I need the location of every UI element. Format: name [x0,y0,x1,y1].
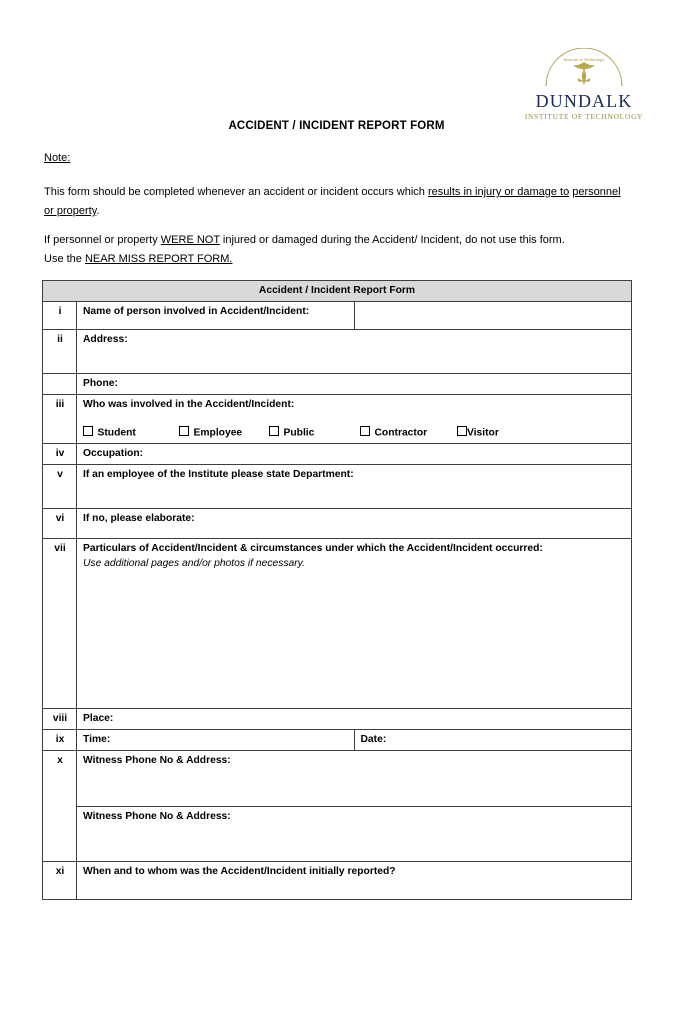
intro-text-2c: Use the [44,253,85,265]
row-number-v: v [43,465,77,509]
note-label: Note: [44,152,71,164]
table-row [43,509,632,539]
row-label-witness-2[interactable]: Witness Phone No & Address: [77,807,632,862]
intro-text-2b: injured or damaged during the Accident/ Incident, do not use this form. [219,234,565,246]
row-number-iv: iv [43,444,77,465]
table-row [43,751,632,807]
table-row [43,330,632,374]
checkbox-icon[interactable] [179,426,189,436]
table-row [43,807,632,862]
row-value-name-of-person[interactable] [354,302,632,330]
involved-party-checkbox-group [83,426,626,440]
row-label-phone[interactable]: Phone: [77,374,632,395]
row-number-ii: ii [43,330,77,374]
dundalk-institute-logo [520,48,648,120]
intro-underline-2b: NEAR MISS REPORT FORM. [84,253,233,265]
row-label-elaborate[interactable]: If no, please elaborate: [77,509,632,539]
row-label-name-of-person: Name of person involved in Accident/Incident: [77,302,355,330]
intro-text-1-end: . [96,205,100,217]
row-label-who-was-involved: Who was involved in the Accident/Incident: [83,399,295,410]
checkbox-icon[interactable] [83,426,93,436]
accident-report-table [42,280,632,900]
row-number-iii: iii [43,395,77,444]
row-label-department[interactable]: If an employee of the Institute please state Department: [77,465,632,509]
table-header-row [43,281,632,302]
checkbox-option-visitor[interactable] [457,426,499,441]
checkbox-icon[interactable] [360,426,370,436]
checkbox-icon[interactable] [457,426,467,436]
row-label-time[interactable]: Time: [77,730,355,751]
checkbox-label-employee: Employee [193,427,243,439]
row-sublabel-particulars: Use additional pages and/or photos if necessary. [83,558,305,569]
table-row [43,395,632,444]
table-header-label: Accident / Incident Report Form [43,281,632,302]
row-number-i: i [43,302,77,330]
intro-paragraph-1 [44,183,622,221]
svg-text:Institute of Technology: Institute of Technology [563,57,605,62]
logo-subline: INSTITUTE OF TECHNOLOGY [524,112,644,121]
checkbox-option-public[interactable] [269,426,314,441]
page-title: ACCIDENT / INCIDENT REPORT FORM [228,120,445,132]
row-label-witness-1[interactable]: Witness Phone No & Address: [77,751,632,807]
checkbox-option-contractor[interactable] [360,426,427,441]
row-label-place[interactable]: Place: [77,709,632,730]
row-label-occupation[interactable]: Occupation: [77,444,632,465]
checkbox-icon[interactable] [269,426,279,436]
table-row [43,862,632,900]
checkbox-label-visitor: Visitor [467,427,499,439]
row-label-particulars: Particulars of Accident/Incident & circumstances under which the Accident/Incident occurred: [83,543,543,554]
row-label-address[interactable]: Address: [77,330,632,374]
logo-wordmark: DUNDALK [535,91,633,111]
checkbox-label-contractor: Contractor [374,427,428,439]
row-particulars[interactable] [77,539,632,709]
table-row [43,539,632,709]
table-row [43,730,632,751]
row-number-xi: xi [43,862,77,900]
intro-underline-1b: personnel or property [44,186,621,217]
row-label-date[interactable]: Date: [354,730,632,751]
row-who-was-involved [77,395,632,444]
intro-text-1: This form should be completed whenever an accident or incident occurs which [44,186,428,198]
row-number-vii: vii [43,539,77,709]
row-number-vi: vi [43,509,77,539]
row-number-viii: viii [43,709,77,730]
table-row [43,302,632,330]
checkbox-label-student: Student [97,427,136,439]
checkbox-option-student[interactable] [83,426,136,441]
intro-underline-1a: results in injury or damage to [427,186,570,198]
crest-icon [520,48,648,94]
checkbox-label-public: Public [283,427,315,439]
checkbox-option-employee[interactable] [179,426,242,441]
intro-underline-2a: WERE NOT [160,234,220,246]
table-row [43,374,632,395]
row-number-ix: ix [43,730,77,751]
row-number-blank [43,374,77,395]
row-label-initially-reported[interactable]: When and to whom was the Accident/Incident initially reported? [77,862,632,900]
table-row [43,465,632,509]
table-row [43,709,632,730]
row-number-x: x [43,751,77,862]
intro-paragraph-2 [44,231,622,269]
intro-text-2a: If personnel or property [44,234,161,246]
table-row [43,444,632,465]
